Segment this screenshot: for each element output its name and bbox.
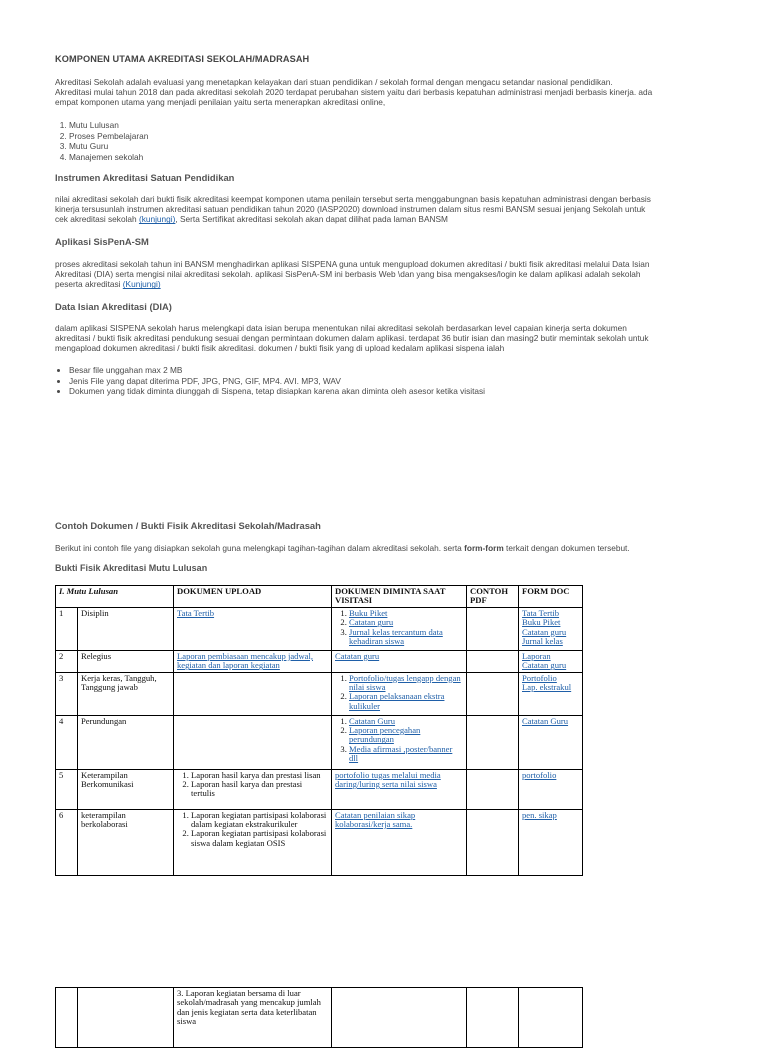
instrumen-line-2: kinerja tersusunlah instrumen akreditasi satuan pendidikan tahun 2020 (IASP2020) download instrumen dalam situs resmi BANSM sesuai jenjang Sekolah untuk — [55, 204, 646, 215]
doc-link[interactable]: Jurnal kelas tercantum data kehadiran siswa — [349, 626, 443, 647]
form-link[interactable]: Tata Tertib — [522, 607, 560, 618]
row-upload — [174, 650, 332, 672]
header-cell — [56, 586, 174, 608]
doc-link[interactable]: Portofolio/tugas lengapp dengan nilai siswa — [349, 672, 461, 693]
instrumen-line-3: cek akreditasi sekolah — [55, 214, 139, 225]
doc-link[interactable]: Laporan pelaksanaan ekstra kulikuler — [349, 691, 445, 711]
row-visitasi — [332, 607, 467, 650]
row-pdf — [467, 650, 519, 672]
row-form — [519, 809, 583, 875]
table-row — [56, 650, 583, 672]
row-upload — [174, 607, 332, 650]
row-upload — [174, 769, 332, 809]
instrumen-line-1: nilai akreditasi sekolah dari bukti fisik akreditasi keempat komponen utama penilain tersebut serta menggabungnan basis kepatuhan administrasi dengan berbasis — [55, 194, 651, 204]
form-link[interactable]: Catatan guru — [522, 660, 567, 671]
doc-link[interactable]: Buku Piket — [349, 607, 388, 618]
row-upload — [174, 672, 332, 715]
row-form — [519, 672, 583, 715]
row-pdf — [467, 672, 519, 715]
file-requirements-list — [55, 365, 485, 397]
list-item: 2. Laporan kegiatan partisipasi kolaborasi siswa dalam kegiatan OSIS — [191, 829, 328, 848]
row-visitasi — [332, 715, 467, 769]
doc-link[interactable]: Catatan guru — [349, 617, 394, 628]
list-item: • Dokumen yang tidak diminta diunggah di Sispena, tetap disiapkan karena akan diminta oleh asesor ketika visitasi — [69, 386, 485, 397]
row-form — [519, 769, 583, 809]
dia-line-2: akreditasi / bukti fisik akreditasi pendukung sesuai dengan permintaan dokumen dalam aplikasi. terdapat 36 butir isian dan masing2 butir memintak sekolah untuk — [55, 333, 649, 344]
instrumen-heading: Instrumen Akreditasi Satuan Pendidikan — [55, 172, 235, 183]
component-list — [55, 120, 148, 162]
header-cell: DOKUMEN DIMINTA SAAT VISITASI — [332, 586, 467, 608]
list-item: 1. Mutu Lulusan — [69, 120, 148, 131]
row-aspek: keterampilan berkolaborasi — [78, 809, 174, 875]
table-row — [56, 715, 583, 769]
header-cell: CONTOH PDF — [467, 586, 519, 608]
row-visitasi — [332, 769, 467, 809]
table-row — [56, 988, 583, 1048]
table-row — [56, 607, 583, 650]
aplikasi-line-3: peserta akreditasi — [55, 279, 123, 290]
doc-link[interactable]: Laporan pencegahan perundungan — [349, 725, 421, 745]
list-item: 3. Mutu Guru — [69, 141, 148, 152]
aplikasi-line-1: proses akreditasi sekolah tahun ini BANSM menghadirkan aplikasi SISPENA guna untuk mengupload dokumen akreditasi / bukti fisik akreditasi melalui Data Isian — [55, 259, 650, 269]
contoh-line: Berikut ini contoh file yang disiapkan sekolah guna melengkapi tagihan-tagihan dalam akreditasi sekolah. serta — [55, 543, 465, 553]
row-visitasi — [332, 988, 467, 1048]
contoh-paragraph — [55, 543, 715, 553]
doc-link[interactable]: portofolio tugas melalui media daring/luring serta nilai siswa — [335, 769, 441, 790]
table-row — [56, 672, 583, 715]
row-aspek: Disiplin — [78, 607, 174, 650]
row-pdf — [467, 715, 519, 769]
row-pdf — [467, 607, 519, 650]
list-number: 3. — [177, 988, 184, 998]
row-aspek: Kerja keras, Tangguh, Tanggung jawab — [78, 672, 174, 715]
aplikasi-paragraph — [55, 259, 715, 290]
form-link[interactable]: Buku Piket — [522, 617, 561, 628]
row-pdf — [467, 988, 519, 1048]
row-form — [519, 607, 583, 650]
form-link[interactable]: pen. sikap — [522, 809, 557, 820]
row-form — [519, 988, 583, 1048]
row-upload — [174, 809, 332, 875]
row-number: 3 — [56, 672, 78, 715]
page-title: KOMPONEN UTAMA AKREDITASI SEKOLAH/MADRASAH — [55, 54, 310, 64]
intro-paragraph — [55, 77, 715, 108]
row-number: 1 — [56, 607, 78, 650]
row-number: 6 — [56, 809, 78, 875]
row-pdf — [467, 809, 519, 875]
intro-line-2: Akreditasi mulai tahun 2018 dan pada akreditasi sekolah 2020 terdapat perubahan sistem yaitu dari berbasis kepatuhan administrasi menjadi berbasis kinerja. ada — [55, 87, 653, 98]
header-cell: FORM DOC — [519, 586, 583, 608]
row-aspek: Relegius — [78, 650, 174, 672]
row-visitasi — [332, 650, 467, 672]
form-link[interactable]: Catatan guru — [522, 626, 567, 637]
row-pdf — [467, 769, 519, 809]
row-form — [519, 650, 583, 672]
bukti-fisik-table — [55, 585, 583, 876]
row-aspek: Perundungan — [78, 715, 174, 769]
form-link[interactable]: Lap. ekstrakul — [522, 682, 572, 693]
row-upload — [174, 715, 332, 769]
header-mutu-lulusan: I. Mutu Lulusan — [59, 586, 118, 596]
doc-link[interactable]: Media afirmasi ,poster/banner dll — [349, 743, 453, 764]
dia-line-3: mengapload dokumen akreditasi / bukti fisik akreditasi. dokumen / bukti fisik yang di upload kedalam aplikasi sispena ialah — [55, 343, 505, 354]
list-item: 1. Laporan hasil karya dan prestasi lisan — [191, 771, 328, 780]
intro-line-3: empat komponen utama yang menjadi penilaian yaitu serta menerapkan akreditasi online, — [55, 97, 386, 108]
form-link[interactable]: Laporan — [522, 650, 551, 661]
list-item: 2. Proses Pembelajaran — [69, 131, 148, 142]
doc-link[interactable]: Catatan guru — [335, 650, 380, 661]
form-link[interactable]: Catatan Guru — [522, 715, 569, 726]
row-aspek — [78, 988, 174, 1048]
form-form-bold: form-form — [464, 543, 504, 553]
list-item: • Besar file unggahan max 2 MB — [69, 365, 485, 376]
doc-link[interactable]: Laporan pembiasaan mencakup jadwal, kegiatan dan laporan kegiatan — [177, 650, 314, 671]
row-form — [519, 715, 583, 769]
row-number: 2 — [56, 650, 78, 672]
contoh-line-end: terkait dengan dokumen tersebut. — [503, 543, 630, 553]
header-cell: DOKUMEN UPLOAD — [174, 586, 332, 608]
row-aspek: Keterampilan Berkomunikasi — [78, 769, 174, 809]
intro-line-1: Akreditasi Sekolah adalah evaluasi yang menetapkan kelayakan dari stuan pendidikan / sekolah formal dengan mengacu setandar nasional pendidikan. — [55, 77, 613, 87]
bukti-fisik-table-continued — [55, 987, 583, 1048]
row-visitasi — [332, 809, 467, 875]
row-number — [56, 988, 78, 1048]
dia-line-1: dalam aplikasi SISPENA sekolah harus melengkapi data isian berupa menentukan nilai akreditasi sekolah berdasarkan level capaian kinerja serta dokumen — [55, 323, 627, 333]
row-number: 4 — [56, 715, 78, 769]
dia-heading: Data Isian Akreditasi (DIA) — [55, 301, 172, 312]
table-row — [56, 769, 583, 809]
form-link[interactable]: Portofolio — [522, 672, 557, 683]
row-upload — [174, 988, 332, 1048]
mutu-lulusan-subheading: Bukti Fisik Akreditasi Mutu Lulusan — [55, 563, 208, 573]
form-link[interactable]: Jurnal kelas — [522, 636, 563, 647]
list-item: • Jenis File yang dapat diterima PDF, JPG, PNG, GIF, MP4. AVI. MP3, WAV — [69, 376, 485, 387]
list-item: 4. Manajemen sekolah — [69, 152, 148, 163]
doc-link[interactable]: Tata Tertib — [177, 607, 215, 618]
instrumen-paragraph — [55, 194, 715, 225]
table-row — [56, 809, 583, 875]
list-item: Laporan kegiatan bersama di luar sekolah/madrasah yang mencakup jumlah dan jenis kegiatan serta data keterlibatan siswa — [177, 988, 321, 1027]
dia-paragraph — [55, 323, 715, 354]
form-link[interactable]: portofolio — [522, 769, 557, 780]
kunjungi-link[interactable]: (Kunjungi) — [122, 279, 161, 290]
aplikasi-heading: Aplikasi SisPenA-SM — [55, 236, 149, 247]
contoh-heading: Contoh Dokumen / Bukti Fisik Akreditasi Sekolah/Madrasah — [55, 520, 321, 531]
kunjungi-link[interactable]: (kunjungi) — [138, 214, 176, 225]
aplikasi-line-2: Akreditasi (DIA) serta mengisi nilai akreditasi sekolah. aplikasi SisPenA-SM ini berbasis Web \dan yang bisa mengakses/login ke dalam aplikasi adalah sekolah — [55, 269, 641, 280]
doc-link[interactable]: Catatan Guru — [349, 715, 396, 726]
table-header-row — [56, 586, 583, 608]
list-item: 1. Laporan kegiatan partisipasi kolaborasi dalam kegiatan ekstrakurikuler — [191, 811, 328, 830]
row-visitasi — [332, 672, 467, 715]
instrumen-line-3-end: , Serta Sertifikat akreditasi sekolah akan dapat dilihat pada laman BANSM — [175, 214, 448, 225]
row-number: 5 — [56, 769, 78, 809]
list-item: 2. Laporan hasil karya dan prestasi tertulis — [191, 780, 328, 799]
doc-link[interactable]: Catatan penilaian sikap kolaborasi/kerja sama. — [335, 809, 416, 830]
